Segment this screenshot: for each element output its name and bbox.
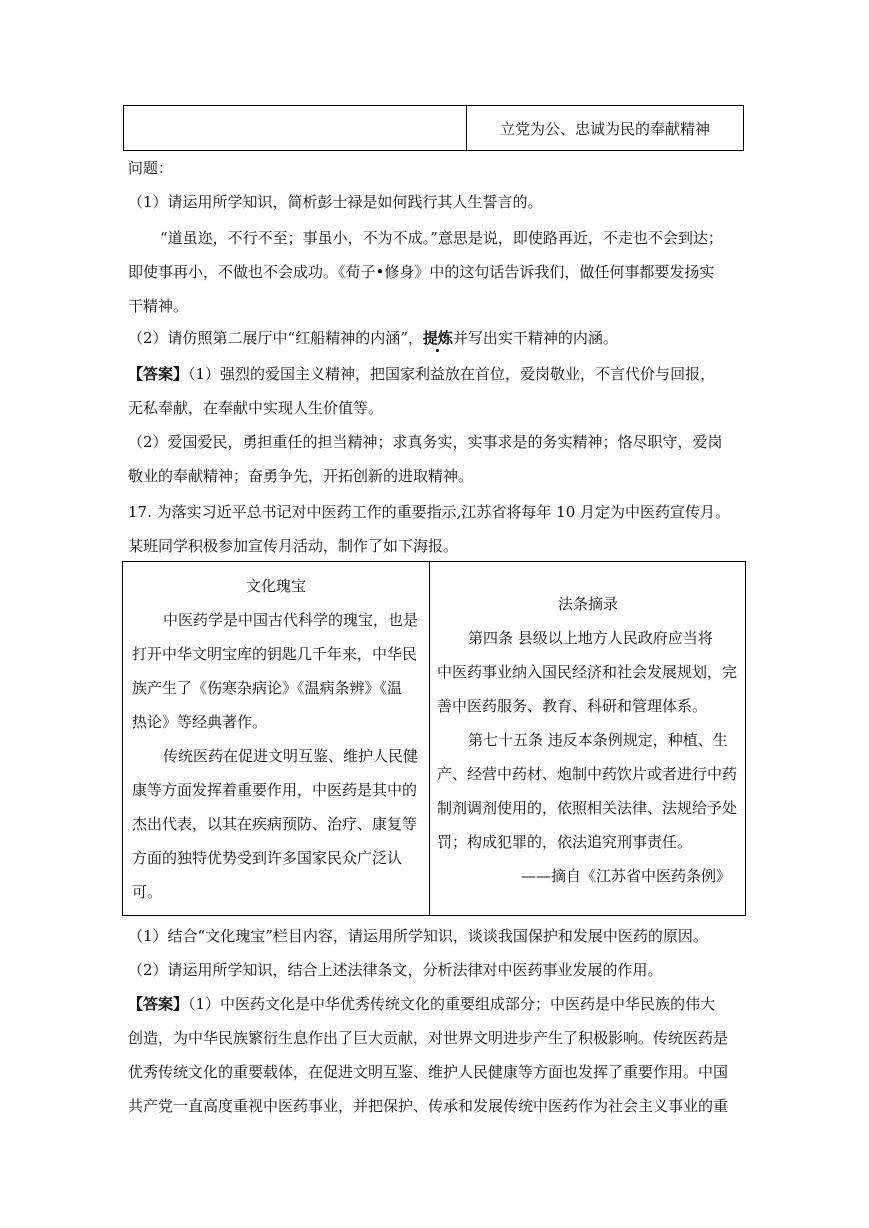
poster-right-line-1: 第四条 县级以上地方人民政府应当将 (468, 629, 713, 647)
q16-answer-label: 【答案】 (128, 365, 189, 383)
q17-sub1: （1）结合“文化瑰宝”栏目内容，请运用所学知识，谈谈我国保护和发展中医药的原因。 (128, 927, 708, 945)
q17-answer-line-1 (128, 994, 748, 1014)
q16-answer1-line-1: （1）强烈的爱国主义精神，把国家利益放在首位，爱岗敬业，不言代价与回报， (188, 365, 716, 383)
poster-left-title: 文化瑰宝 (245, 577, 306, 595)
poster-left-line-7: 杰出代表，以其在疾病预防、治疗、康复等 (132, 815, 418, 833)
q16-quote-line-1: “道虽迩，不行不至；事虽小，不为不成。”意思是说，即使路再近，不走也不会到达； (160, 229, 723, 247)
poster-right-line-6: 制剂调剂使用的，依照相关法律、法规给予处 (437, 799, 738, 817)
poster-right-line-3: 善中医药服务、教育、科研和管理体系。 (437, 697, 708, 715)
poster-right-line-7: 罚；构成犯罪的，依法追究刑事责任。 (437, 833, 693, 851)
q16-sub2-after: 并写出实干精神的内涵。 (452, 329, 618, 347)
poster-left-line-3: 族产生了《伤寒杂病论》《温病条辨》《温 (132, 679, 403, 697)
top-table-left-cell (124, 106, 467, 150)
poster-right-line-4: 第七十五条 违反本条例规定，种植、生 (468, 731, 728, 749)
q16-answer-line-1 (128, 364, 748, 384)
q16-answer1-line-2: 无私奉献，在奉献中实现人生价值等。 (128, 399, 384, 417)
poster-left-line-2: 打开中华文明宝库的钥匙几千年来，中华民 (132, 645, 418, 663)
q16-sub2-emphasis: 提炼 (422, 329, 453, 347)
poster-divider (429, 562, 430, 915)
q16-sub2 (128, 328, 748, 348)
top-table (123, 105, 744, 151)
q17-answer-text-1: （1）中医药文化是中华优秀传统文化的重要组成部分；中医药是中华民族的伟大 (188, 995, 716, 1013)
q16-answer2-line-1: （2）爱国爱民，勇担重任的担当精神；求真务实，实事求是的务实精神；恪尽职守，爱岗 (128, 433, 723, 451)
poster-left-line-9: 可。 (132, 883, 163, 901)
poster-right-source: ——摘自《江苏省中医药条例》 (520, 867, 731, 885)
poster-left-line-4: 热论》等经典著作。 (132, 713, 268, 731)
poster-left-line-8: 方面的独特优势受到许多国家民众广泛认 (132, 849, 403, 867)
question-label: 问题： (128, 159, 174, 177)
q17-answer-line-3: 优秀传统文化的重要载体，在促进文明互鉴、维护人民健康等方面也发挥了重要作用。中国 (128, 1063, 729, 1081)
poster-left-line-6: 康等方面发挥着重要作用，中医药是其中的 (132, 781, 418, 799)
q17-answer-label: 【答案】 (128, 995, 189, 1013)
q17-answer-line-4: 共产党一直高度重视中医药事业，并把保护、传承和发展传统中医药作为社会主义事业的重 (128, 1097, 729, 1115)
q16-quote-line-3: 干精神。 (128, 297, 189, 315)
q16-quote-line-2: 即使事再小，不做也不会成功。《荀子•修身》中的这句话告诉我们，做任何事都要发扬实 (128, 263, 715, 281)
poster-right-line-5: 产、经营中药材、炮制中药饮片或者进行中药 (437, 765, 738, 783)
poster-right-title: 法条摘录 (557, 595, 618, 613)
poster-left-line-1: 中医药学是中国古代科学的瑰宝，也是 (163, 611, 419, 629)
poster (122, 561, 746, 916)
poster-right-line-2: 中医药事业纳入国民经济和社会发展规划，完 (437, 663, 738, 681)
q17-stem-line-2: 某班同学积极参加宣传月活动，制作了如下海报。 (128, 537, 459, 555)
q17-answer-line-2: 创造，为中华民族繁衍生息作出了巨大贡献，对世界文明进步产生了积极影响。传统医药是 (128, 1029, 729, 1047)
q17-stem-line-1: 17. 为落实习近平总书记对中医药工作的重要指示,江苏省将每年 10 月定为中医药宣传月。 (128, 503, 731, 521)
q16-answer2-line-2: 敬业的奉献精神；奋勇争先，开拓创新的进取精神。 (128, 467, 474, 485)
q16-sub1: （1）请运用所学知识，简析彭士禄是如何践行其人生誓言的。 (128, 193, 543, 211)
top-table-right-cell: 立党为公、忠诚为民的奉献精神 (499, 119, 710, 138)
poster-left-line-5: 传统医药在促进文明互鉴、维护人民健 (163, 747, 419, 765)
q17-sub2: （2）请运用所学知识，结合上述法律条文，分析法律对中医药事业发展的作用。 (128, 961, 663, 979)
q16-sub2-before: （2）请仿照第二展厅中“红船精神的内涵”， (128, 329, 423, 347)
